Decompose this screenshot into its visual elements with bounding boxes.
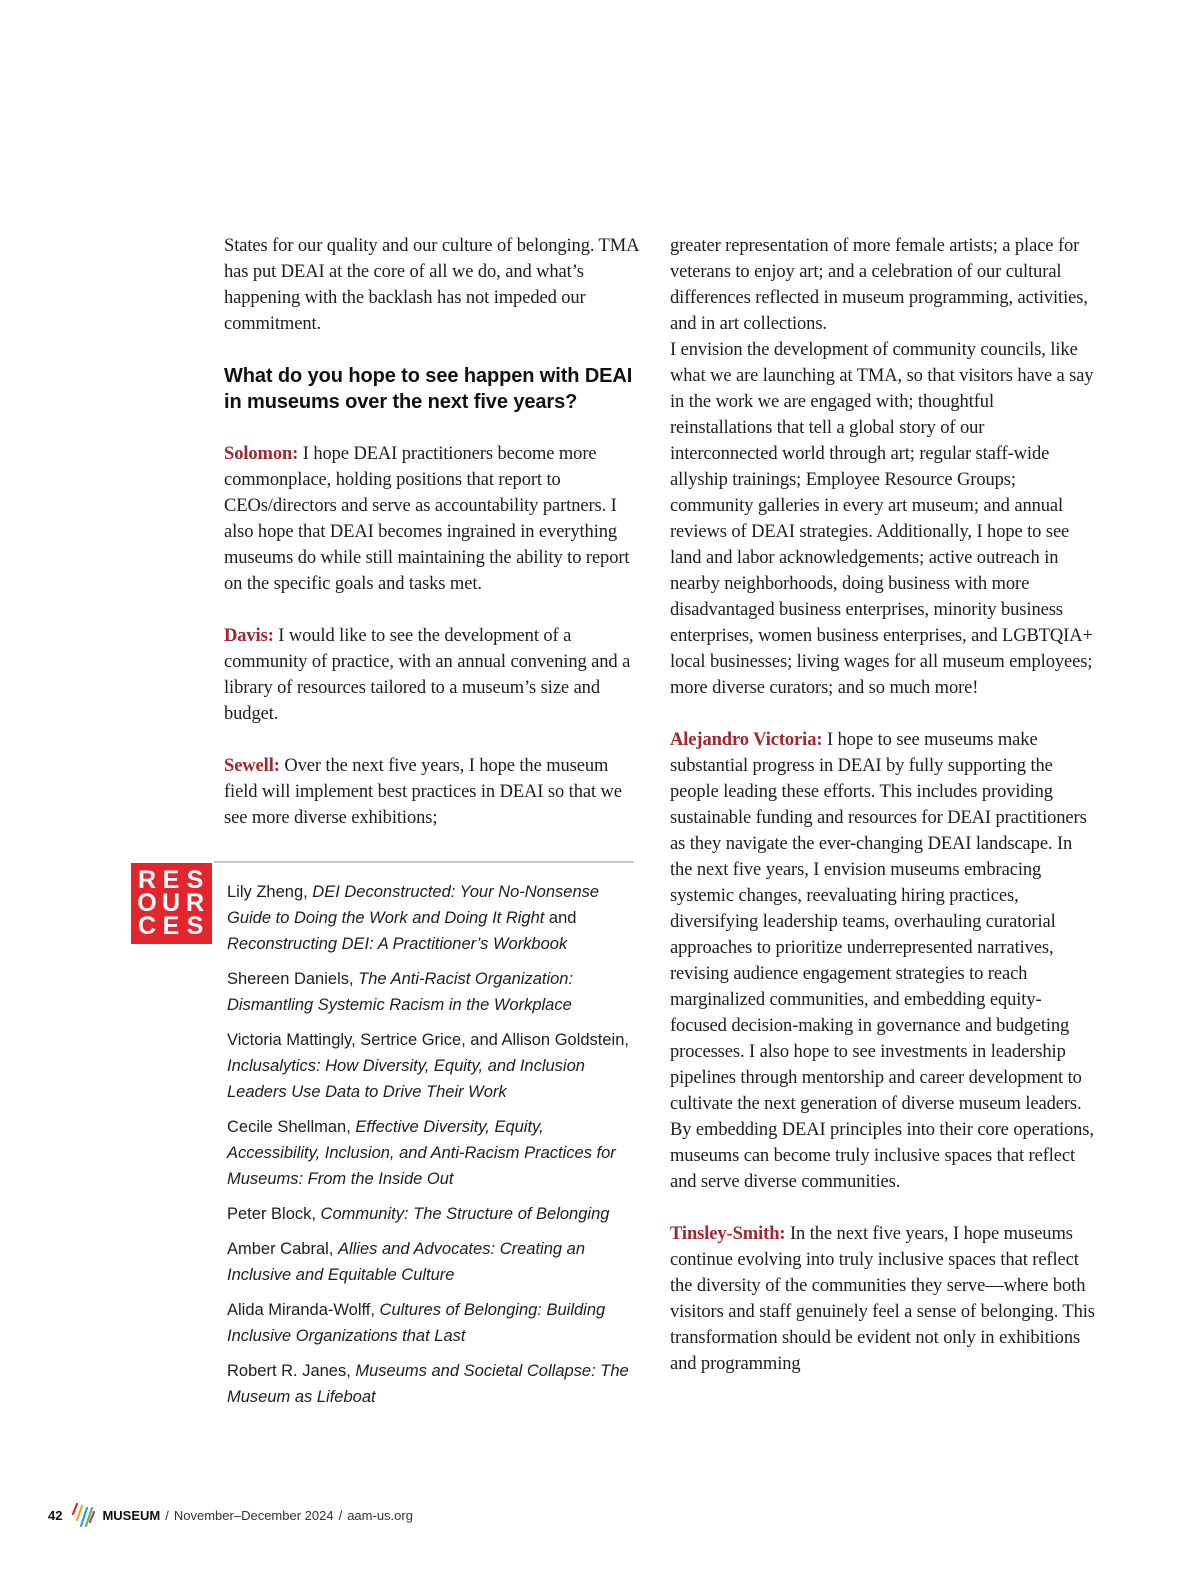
separator: / bbox=[338, 1507, 343, 1523]
resource-author: Peter Block, bbox=[227, 1205, 321, 1223]
badge-letter: E bbox=[162, 866, 180, 894]
answer-text: I would like to see the development of a community of practice, with an annual convening and a library of resources tailored to a museum’s size and budget. bbox=[224, 626, 631, 724]
answer-text: In the next five years, I hope museums continue evolving into truly inclusive spaces that reflect the diversity of the communities they serve—where both visitors and staff genuinely feel a sense of belonging. This transformation should be evident not only in exhibitions and programming bbox=[670, 1224, 1095, 1374]
resource-title: Community: The Structure of Belonging bbox=[320, 1205, 610, 1223]
resource-item bbox=[227, 1027, 637, 1105]
resource-item bbox=[227, 1358, 637, 1410]
badge-row bbox=[135, 912, 212, 940]
resource-item bbox=[227, 879, 637, 957]
resource-title: DEI Deconstructed: Your No-Nonsense Guide to Doing the Work and Doing It Right bbox=[227, 883, 600, 927]
resource-title: Cultures of Belonging: Building Inclusive Organizations that Last bbox=[227, 1301, 606, 1345]
website: aam-us.org bbox=[347, 1507, 413, 1523]
badge-letter: O bbox=[137, 889, 157, 917]
answer-tinsley-smith bbox=[670, 1221, 1095, 1377]
continuation-paragraph: greater representation of more female artists; a place for veterans to enjoy art; and a celebration of our cultural differences reflected in museum programming, activities, and in art collections. bbox=[670, 236, 1088, 334]
resource-author: Robert R. Janes, bbox=[227, 1362, 356, 1380]
speaker-name: Davis: bbox=[224, 626, 274, 646]
answer-text: I hope DEAI practitioners become more commonplace, holding positions that report to CEOs/directors and serve as accountability partners. I also hope that DEAI becomes ingrained in everything museums do while still maintaining the ability to report on the specific goals and tasks met. bbox=[224, 444, 630, 594]
resource-item bbox=[227, 1114, 637, 1192]
page-number: 42 bbox=[48, 1507, 63, 1523]
answer-davis bbox=[224, 623, 644, 727]
right-column bbox=[670, 233, 1095, 1403]
speaker-name: Tinsley-Smith: bbox=[670, 1224, 786, 1244]
speaker-name: Solomon: bbox=[224, 444, 299, 464]
badge-letter: S bbox=[186, 866, 204, 894]
answer-sewell bbox=[224, 753, 644, 831]
resource-author: Alida Miranda-Wolff, bbox=[227, 1301, 380, 1319]
resource-item bbox=[227, 1201, 637, 1227]
answer-alejandro-victoria bbox=[670, 727, 1095, 1195]
badge-letter: R bbox=[137, 866, 157, 894]
speaker-name: Sewell: bbox=[224, 756, 280, 776]
resource-author: Cecile Shellman, bbox=[227, 1118, 356, 1136]
question-heading: What do you hope to see happen with DEAI in museums over the next five years? bbox=[224, 365, 633, 413]
resources-list bbox=[227, 879, 637, 1419]
resource-item bbox=[227, 966, 637, 1018]
resource-joiner: and bbox=[544, 909, 577, 927]
answer-solomon bbox=[224, 441, 644, 597]
resource-title: The Anti-Racist Organization: Dismantling Systemic Racism in the Workplace bbox=[227, 970, 574, 1014]
resource-title-2: Reconstructing DEI: A Practitioner’s Workbook bbox=[227, 935, 568, 953]
resource-author: Shereen Daniels, bbox=[227, 970, 359, 988]
answer-text: I hope to see museums make substantial progress in DEAI by fully supporting the people leading these efforts. This includes providing sustainable funding and resources for DEAI practitioners as they navigate the ever-changing DEAI landscape. In the next five years, I envision museums embracing systemic changes, reevaluating hiring practices, diversifying leadership teams, overhauling curatorial approaches to prioritize underrepresented narratives, revising audience engagement strategies to reach marginalized communities, and embedding equity-focused decision-making in governance and budgeting processes. I also hope to see investments in leadership pipelines through mentorship and career development to cultivate the next generation of diverse museum leaders. By embedding DEAI principles into their core operations, museums can become truly inclusive spaces that reflect and serve diverse communities. bbox=[670, 730, 1094, 1192]
badge-letter: R bbox=[185, 889, 205, 917]
page-footer bbox=[48, 1500, 413, 1530]
resource-title: Allies and Advocates: Creating an Inclusive and Equitable Culture bbox=[227, 1240, 586, 1284]
resource-author: Amber Cabral, bbox=[227, 1240, 338, 1258]
intro-paragraph: States for our quality and our culture of belonging. TMA has put DEAI at the core of all we do, and what’s happening with the backlash has not impeded our commitment. bbox=[224, 236, 639, 334]
resource-title: Inclusalytics: How Diversity, Equity, and Inclusion Leaders Use Data to Drive Their Work bbox=[227, 1057, 585, 1101]
resource-item bbox=[227, 1236, 637, 1288]
speaker-name: Alejandro Victoria: bbox=[670, 730, 823, 750]
left-column bbox=[224, 233, 644, 857]
resources-badge bbox=[131, 863, 212, 944]
aam-logo-icon bbox=[70, 1500, 96, 1530]
magazine-name: MUSEUM bbox=[102, 1507, 161, 1523]
separator: / bbox=[165, 1507, 169, 1523]
resource-title: Effective Diversity, Equity, Accessibility, Inclusion, and Anti-Racism Practices for Museums: From the Inside Out bbox=[227, 1118, 616, 1188]
issue-date: November–December 2024 bbox=[173, 1507, 334, 1523]
resource-author: Victoria Mattingly, Sertrice Grice, and Allison Goldstein, bbox=[227, 1031, 629, 1049]
badge-letter: S bbox=[186, 912, 204, 940]
resource-item bbox=[227, 1297, 637, 1349]
answer-text: Over the next five years, I hope the museum field will implement best practices in DEAI so that we see more diverse exhibitions; bbox=[224, 756, 622, 828]
resource-title: Museums and Societal Collapse: The Museum as Lifeboat bbox=[227, 1362, 629, 1406]
badge-letter: C bbox=[137, 912, 157, 940]
envision-paragraph: I envision the development of community councils, like what we are launching at TMA, so that visitors have a say in the work we are engaged with; thoughtful reinstallations that tell a global story of our interconnected world through art; regular staff-wide allyship trainings; Employee Resource Groups; community galleries in every art museum; and annual reviews of DEAI strategies. Additionally, I hope to see land and labor acknowledgements; active outreach in nearby neighborhoods, doing business with more disadvantaged business enterprises, minority business enterprises, women business enterprises, and LGBTQIA+ local businesses; living wages for all museum employees; more diverse curators; and so much more! bbox=[670, 340, 1094, 698]
resources-divider bbox=[214, 861, 634, 863]
resource-author: Lily Zheng, bbox=[227, 883, 313, 901]
badge-letter: E bbox=[162, 912, 180, 940]
badge-letter: U bbox=[161, 889, 181, 917]
